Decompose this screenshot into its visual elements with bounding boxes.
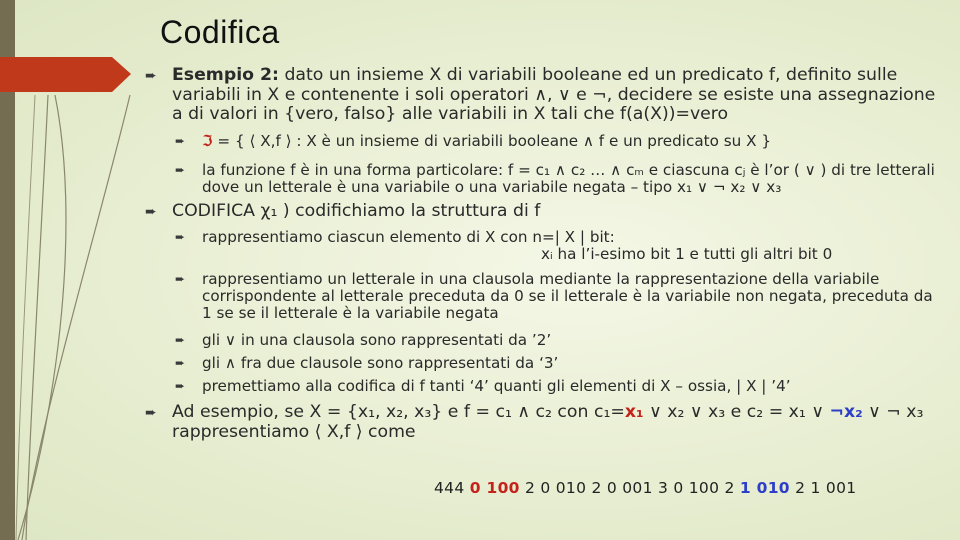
arrow-bullet-icon: ➨: [175, 230, 186, 244]
language-def-text: = { ⟨ X,f ⟩ : X è un insieme di variabili booleane ∧ f e un predicato su X }: [217, 131, 771, 150]
encoding-string: [434, 479, 856, 497]
encoding-part-a: 444: [434, 479, 470, 497]
literal-not-x2-blue: ¬x₂: [829, 402, 863, 422]
arrow-bullet-icon: ➨: [175, 272, 186, 286]
arrow-bullet-icon: ➨: [145, 68, 157, 84]
variables-line2: xᵢ ha l’i-esimo bit 1 e tutti gli altri bit 0: [541, 245, 833, 263]
prefix-text: premettiamo alla codifica di f tanti ‘4’ quanti gli elementi di X – ossia, | X | ’4’: [202, 377, 791, 395]
encoding-text: CODIFICA χ₁ ) codifichiamo la struttura di f: [172, 200, 541, 221]
bullet-or: [175, 332, 945, 349]
arrow-bullet-icon: ➨: [175, 379, 186, 393]
slide-content: [145, 66, 945, 442]
encoding-part-b: 2 0 010 2 0 001 3 0 100 2: [519, 479, 740, 497]
bullet-function-form: [175, 162, 945, 196]
function-form-text: la funzione f è in una forma particolare: f = c₁ ∧ c₂ … ∧ cₘ e ciascuna cⱼ è l’or ( ∨ ) di tre letterali dove un letterale è una variabile o una variabile negata – tipo x₁ ∨ ¬ x₂ ∨ x₃: [202, 160, 935, 196]
page-title: Codifica: [160, 14, 280, 50]
bullet-example: [145, 66, 945, 125]
encoding-blue-part: 1 010: [739, 479, 790, 497]
example-label: Esempio 2:: [172, 65, 279, 85]
bullet-language-def: [175, 133, 945, 150]
or-text: gli ∨ in una clausola sono rappresentati da ’2’: [202, 331, 552, 349]
encoding-part-c: 2 1 001: [789, 479, 857, 497]
bullet-example-encoding: [145, 403, 945, 442]
literal-text: rappresentiamo un letterale in una clausola mediante la rappresentazione della variabile corrispondente al letterale preceduta da 0 se il letterale è la variabile non negata, preceduta da 1 se se il letterale è la variabile negata: [202, 270, 933, 322]
example-part2: ∨ x₂ ∨ x₃ e c₂ = x₁ ∨: [643, 402, 830, 422]
language-symbol: ℑ: [202, 131, 213, 150]
bullet-and: [175, 355, 945, 372]
arrow-bullet-icon: ➨: [175, 162, 186, 177]
encoding-red-part: 0 100: [469, 479, 520, 497]
arrow-bullet-icon: ➨: [175, 333, 186, 347]
arrow-bullet-icon: ➨: [145, 203, 157, 220]
arrow-bullet-icon: ➨: [145, 405, 157, 421]
bullet-encoding: [145, 202, 945, 222]
title-accent-tab: [0, 57, 131, 92]
and-text: gli ∧ fra due clausole sono rappresentati da ‘3’: [202, 354, 559, 372]
example-part3: ∨ ¬ x₃ rappresentiamo ⟨ X,f ⟩ come: [172, 402, 924, 442]
bullet-literal: [175, 271, 945, 322]
variables-text: rappresentiamo ciascun elemento di X con n=| X | bit:: [202, 228, 615, 246]
bullet-prefix: [175, 378, 945, 395]
example-text: dato un insieme X di variabili booleane ed un predicato f, definito sulle variabili in X e contenente i soli operatori ∧, ∨ e ¬, decidere se esiste una assegnazione a di valori in {vero, falso} alle variabili in X tali che f(a(X))=vero: [172, 65, 936, 124]
bullet-variables: [175, 229, 945, 263]
literal-x1-red: x₁: [624, 402, 644, 422]
arrow-bullet-icon: ➨: [175, 356, 186, 370]
example-part1: Ad esempio, se X = {x₁, x₂, x₃} e f = c₁ ∧ c₂ con c₁=: [172, 402, 625, 422]
arrow-bullet-icon: ➨: [175, 133, 186, 148]
